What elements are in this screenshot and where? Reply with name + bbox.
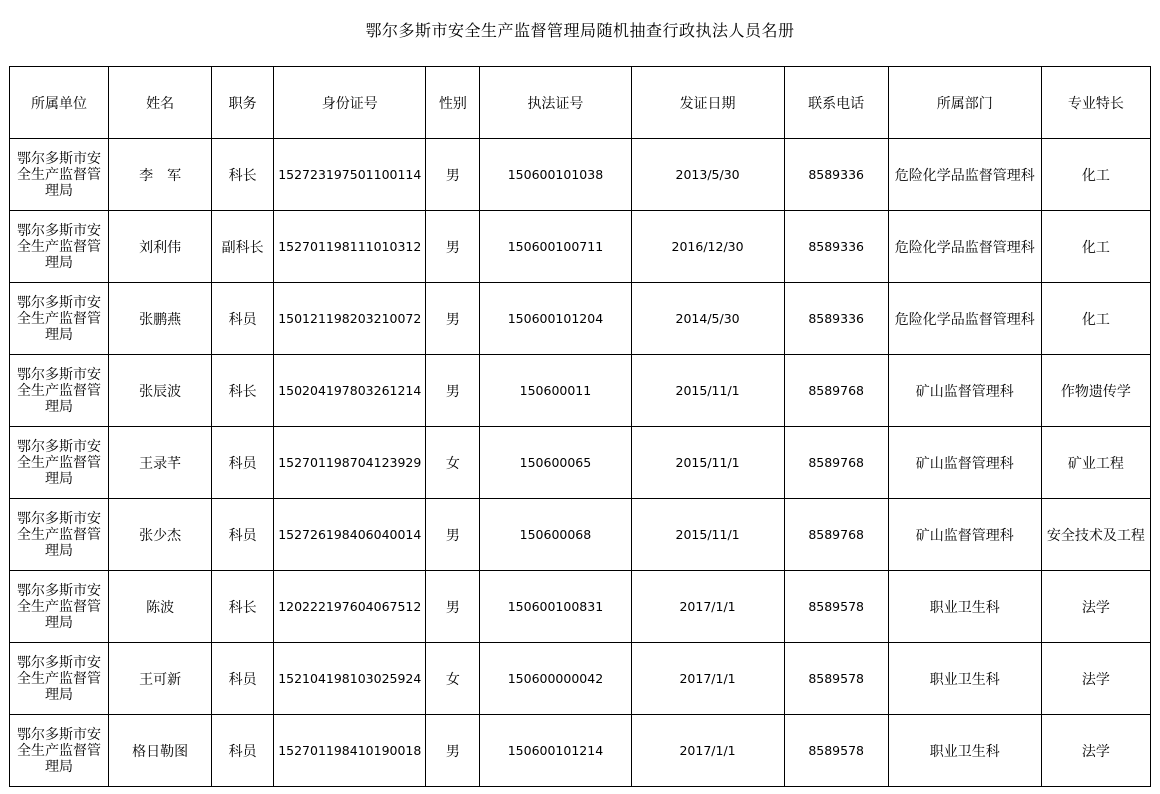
cell-issue-date: 2016/12/30 — [631, 211, 784, 283]
cell-position: 科员 — [212, 643, 274, 715]
cell-name: 李 军 — [109, 139, 212, 211]
table-row — [10, 355, 1151, 427]
cell-position: 科员 — [212, 427, 274, 499]
cell-gender: 男 — [426, 211, 480, 283]
cell-cert-number: 150600068 — [480, 499, 631, 571]
table-row — [10, 427, 1151, 499]
header-cert-number: 执法证号 — [480, 67, 631, 139]
cell-id-number: 152701198704123929 — [274, 427, 426, 499]
cell-issue-date: 2013/5/30 — [631, 139, 784, 211]
cell-cert-number: 150600011 — [480, 355, 631, 427]
cell-unit: 鄂尔多斯市安全生产监督管理局 — [10, 355, 109, 427]
cell-phone: 8589336 — [784, 139, 888, 211]
cell-name: 刘利伟 — [109, 211, 212, 283]
cell-id-number: 152104198103025924 — [274, 643, 426, 715]
cell-department: 职业卫生科 — [888, 571, 1041, 643]
table-row — [10, 715, 1151, 787]
cell-phone: 8589336 — [784, 283, 888, 355]
cell-unit: 鄂尔多斯市安全生产监督管理局 — [10, 499, 109, 571]
cell-name: 张少杰 — [109, 499, 212, 571]
cell-phone: 8589336 — [784, 211, 888, 283]
cell-gender: 男 — [426, 139, 480, 211]
cell-gender: 女 — [426, 643, 480, 715]
cell-unit: 鄂尔多斯市安全生产监督管理局 — [10, 211, 109, 283]
cell-gender: 男 — [426, 355, 480, 427]
cell-cert-number: 150600101038 — [480, 139, 631, 211]
cell-unit: 鄂尔多斯市安全生产监督管理局 — [10, 283, 109, 355]
cell-department: 危险化学品监督管理科 — [888, 139, 1041, 211]
cell-cert-number: 150600065 — [480, 427, 631, 499]
cell-id-number: 152726198406040014 — [274, 499, 426, 571]
cell-gender: 男 — [426, 571, 480, 643]
cell-name: 陈波 — [109, 571, 212, 643]
cell-cert-number: 150600100831 — [480, 571, 631, 643]
cell-position: 科员 — [212, 499, 274, 571]
cell-position: 科长 — [212, 571, 274, 643]
cell-specialty: 法学 — [1041, 571, 1150, 643]
header-specialty: 专业特长 — [1041, 67, 1150, 139]
cell-phone: 8589578 — [784, 643, 888, 715]
cell-specialty: 矿业工程 — [1041, 427, 1150, 499]
page-title: 鄂尔多斯市安全生产监督管理局随机抽查行政执法人员名册 — [365, 21, 795, 40]
table-header-row — [10, 67, 1151, 139]
cell-department: 职业卫生科 — [888, 643, 1041, 715]
cell-specialty: 法学 — [1041, 715, 1150, 787]
cell-unit: 鄂尔多斯市安全生产监督管理局 — [10, 715, 109, 787]
header-gender: 性别 — [426, 67, 480, 139]
cell-specialty: 化工 — [1041, 139, 1150, 211]
cell-cert-number: 150600000042 — [480, 643, 631, 715]
cell-name: 张辰波 — [109, 355, 212, 427]
cell-issue-date: 2017/1/1 — [631, 643, 784, 715]
cell-id-number: 150121198203210072 — [274, 283, 426, 355]
cell-unit: 鄂尔多斯市安全生产监督管理局 — [10, 427, 109, 499]
cell-cert-number: 150600101204 — [480, 283, 631, 355]
cell-id-number: 152701198410190018 — [274, 715, 426, 787]
cell-cert-number: 150600101214 — [480, 715, 631, 787]
cell-department: 矿山监督管理科 — [888, 427, 1041, 499]
cell-gender: 男 — [426, 283, 480, 355]
cell-issue-date: 2014/5/30 — [631, 283, 784, 355]
table-row — [10, 139, 1151, 211]
cell-gender: 男 — [426, 715, 480, 787]
cell-phone: 8589578 — [784, 715, 888, 787]
cell-phone: 8589578 — [784, 571, 888, 643]
header-unit: 所属单位 — [10, 67, 109, 139]
cell-department: 矿山监督管理科 — [888, 499, 1041, 571]
cell-position: 科长 — [212, 139, 274, 211]
header-department: 所属部门 — [888, 67, 1041, 139]
cell-issue-date: 2015/11/1 — [631, 427, 784, 499]
cell-specialty: 安全技术及工程 — [1041, 499, 1150, 571]
cell-department: 危险化学品监督管理科 — [888, 283, 1041, 355]
cell-issue-date: 2017/1/1 — [631, 715, 784, 787]
cell-id-number: 150204197803261214 — [274, 355, 426, 427]
cell-position: 科员 — [212, 283, 274, 355]
cell-unit: 鄂尔多斯市安全生产监督管理局 — [10, 571, 109, 643]
cell-phone: 8589768 — [784, 427, 888, 499]
cell-position: 科长 — [212, 355, 274, 427]
cell-issue-date: 2017/1/1 — [631, 571, 784, 643]
cell-name: 张鹏燕 — [109, 283, 212, 355]
cell-unit: 鄂尔多斯市安全生产监督管理局 — [10, 139, 109, 211]
cell-specialty: 法学 — [1041, 643, 1150, 715]
cell-position: 副科长 — [212, 211, 274, 283]
table-row — [10, 499, 1151, 571]
personnel-table — [9, 66, 1151, 787]
cell-id-number: 120222197604067512 — [274, 571, 426, 643]
table-row — [10, 571, 1151, 643]
table-row — [10, 211, 1151, 283]
header-issue-date: 发证日期 — [631, 67, 784, 139]
cell-department: 职业卫生科 — [888, 715, 1041, 787]
header-phone: 联系电话 — [784, 67, 888, 139]
cell-department: 矿山监督管理科 — [888, 355, 1041, 427]
cell-phone: 8589768 — [784, 355, 888, 427]
cell-cert-number: 150600100711 — [480, 211, 631, 283]
table-row — [10, 283, 1151, 355]
cell-specialty: 作物遗传学 — [1041, 355, 1150, 427]
cell-name: 格日勒图 — [109, 715, 212, 787]
header-position: 职务 — [212, 67, 274, 139]
cell-issue-date: 2015/11/1 — [631, 355, 784, 427]
cell-gender: 男 — [426, 499, 480, 571]
cell-id-number: 152701198111010312 — [274, 211, 426, 283]
header-id-number: 身份证号 — [274, 67, 426, 139]
cell-phone: 8589768 — [784, 499, 888, 571]
cell-name: 王可新 — [109, 643, 212, 715]
cell-specialty: 化工 — [1041, 211, 1150, 283]
cell-specialty: 化工 — [1041, 283, 1150, 355]
cell-name: 王录芊 — [109, 427, 212, 499]
table-row — [10, 643, 1151, 715]
cell-department: 危险化学品监督管理科 — [888, 211, 1041, 283]
cell-position: 科员 — [212, 715, 274, 787]
cell-unit: 鄂尔多斯市安全生产监督管理局 — [10, 643, 109, 715]
header-name: 姓名 — [109, 67, 212, 139]
cell-id-number: 152723197501100114 — [274, 139, 426, 211]
cell-gender: 女 — [426, 427, 480, 499]
cell-issue-date: 2015/11/1 — [631, 499, 784, 571]
